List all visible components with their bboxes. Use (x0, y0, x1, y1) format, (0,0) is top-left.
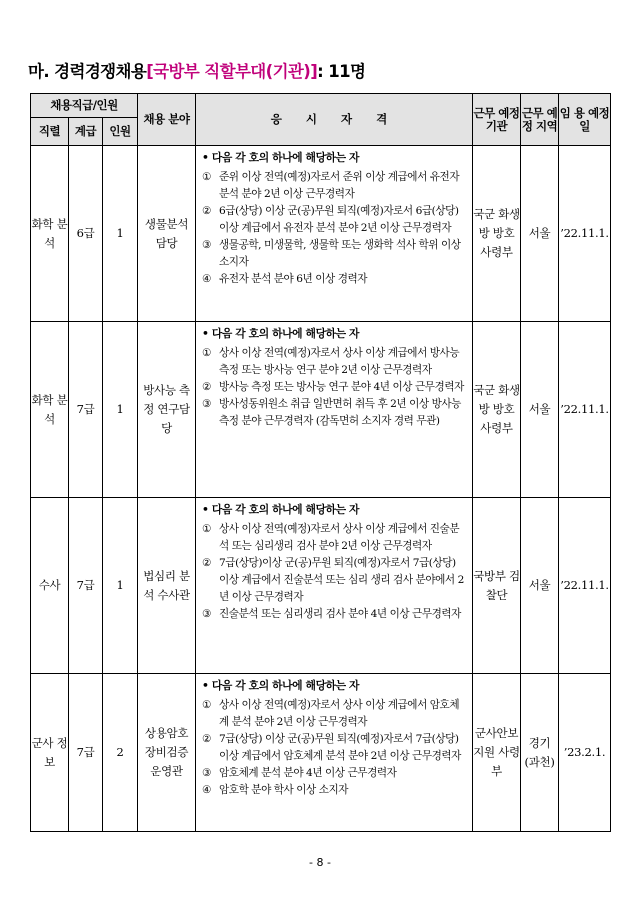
qualification-item: ① 상사 이상 전역(예정)자로서 상사 이상 계급에서 방사능 측정 또는 방사능 연구 분야 2년 이상 근무경력자 (202, 347, 460, 376)
qualification-item: ① 상사 이상 전역(예정)자로서 상사 이상 계급에서 암호체계 분석 분야 2년 이상 근무경력자 (202, 699, 460, 728)
cell-grade: 7급 (69, 498, 103, 674)
header-region: 근무 예정 지역 (521, 94, 559, 146)
qualification-item: ③ 진술분석 또는 심리생리 검사 분야 4년 이상 근무경력자 (202, 608, 461, 620)
cell-qualification (196, 674, 473, 832)
cell-region: 경기 (과천) (521, 674, 559, 832)
cell-grade: 7급 (69, 322, 103, 498)
cell-region: 서울 (521, 498, 559, 674)
cell-series: 수사 (31, 498, 69, 674)
cell-region: 서울 (521, 322, 559, 498)
cell-date: ’22.11.1. (559, 146, 611, 322)
recruitment-table (30, 93, 611, 832)
cell-agency: 국군 화생방 방호 사령부 (473, 322, 521, 498)
qualification-item: ① 상사 이상 전역(예정)자로서 상사 이상 계급에서 진술분석 또는 심리생리 검사 분야 2년 이상 근무경력자 (202, 523, 460, 552)
cell-field: 법심리 분석 수사관 (138, 498, 196, 674)
cell-region: 서울 (521, 146, 559, 322)
qualification-item: ② 7급(상당) 이상 군(공)무원 퇴직(예정)자로서 7급(상당) 이상 계급에서 암호체계 분석 분야 2년 이상 근무경력자 (202, 733, 461, 762)
qualification-item: ③ 생물공학, 미생물학, 생물학 또는 생화학 석사 학위 이상 소지자 (202, 239, 461, 268)
cell-qualification (196, 146, 473, 322)
header-series: 직렬 (31, 118, 69, 146)
header-qualification: 응 시 자 격 (196, 94, 473, 146)
page-number: - 8 - (309, 856, 331, 869)
cell-grade: 7급 (69, 674, 103, 832)
qualification-item: ④ 유전자 분석 분야 6년 이상 경력자 (202, 273, 368, 285)
section-title-highlight: [국방부 직할부대(기관)] (146, 62, 318, 81)
qualification-item: ③ 방사성동위원소 취급 일반면허 취득 후 2년 이상 방사능 측정 분야 근무경력자 (감독면허 소지자 경력 무관) (202, 398, 461, 427)
qualification-item: ② 6급(상당) 이상 군(공)무원 퇴직(예정)자로서 6급(상당) 이상 계급에서 유전자 분석 분야 2년 이상 근무경력자 (202, 205, 459, 234)
qualification-heading: • 다음 각 호의 하나에 해당하는 자 (202, 151, 360, 164)
qualification-heading: • 다음 각 호의 하나에 해당하는 자 (202, 327, 360, 340)
header-field: 채용 분야 (138, 94, 196, 146)
cell-series: 화학 분석 (31, 322, 69, 498)
qualification-item: ④ 암호학 분야 학사 이상 소지자 (202, 784, 349, 796)
cell-agency: 국군 화생방 방호 사령부 (473, 146, 521, 322)
header-grade: 계급 (69, 118, 103, 146)
cell-series: 군사 정보 (31, 674, 69, 832)
cell-date: ’23.2.1. (559, 674, 611, 832)
cell-count: 1 (103, 498, 138, 674)
qualification-item: ① 준위 이상 전역(예정)자로서 준위 이상 계급에서 유전자 분석 분야 2년 이상 근무경력자 (202, 171, 460, 200)
qualification-heading: • 다음 각 호의 하나에 해당하는 자 (202, 679, 360, 692)
cell-grade: 6급 (69, 146, 103, 322)
cell-count: 1 (103, 146, 138, 322)
qualification-item: ② 7급(상당)이상 군(공)무원 퇴직(예정)자로서 7급(상당) 이상 계급에서 진술분석 또는 심리 생리 검사 분야에서 2년 이상 근무경력자 (202, 557, 464, 603)
cell-count: 2 (103, 674, 138, 832)
header-agency: 근무 예정 기관 (473, 94, 521, 146)
cell-count: 1 (103, 322, 138, 498)
cell-agency: 국방부 검찰단 (473, 498, 521, 674)
section-title-suffix: : 11명 (317, 62, 366, 81)
cell-field: 상용암호 장비검증 운영관 (138, 674, 196, 832)
cell-series: 화학 분석 (31, 146, 69, 322)
header-count: 인원 (103, 118, 138, 146)
header-position-group: 채용직급/인원 (31, 94, 138, 118)
cell-date: ’22.11.1. (559, 322, 611, 498)
cell-agency: 군사안보 지원 사령부 (473, 674, 521, 832)
cell-field: 방사능 측정 연구담당 (138, 322, 196, 498)
cell-field: 생물분석 담당 (138, 146, 196, 322)
cell-qualification (196, 322, 473, 498)
section-title (28, 58, 365, 82)
qualification-heading: • 다음 각 호의 하나에 해당하는 자 (202, 503, 360, 516)
qualification-item: ③ 암호체계 분석 분야 4년 이상 근무경력자 (202, 767, 397, 779)
cell-qualification (196, 498, 473, 674)
header-date: 임 용 예정일 (559, 94, 611, 146)
qualification-item: ② 방사능 측정 또는 방사능 연구 분야 4년 이상 근무경력자 (202, 381, 464, 393)
table-row (31, 146, 611, 322)
table-row (31, 498, 611, 674)
table-row (31, 674, 611, 832)
cell-date: ’22.11.1. (559, 498, 611, 674)
table-row (31, 322, 611, 498)
section-title-prefix: 마. 경력경쟁채용 (28, 62, 147, 81)
